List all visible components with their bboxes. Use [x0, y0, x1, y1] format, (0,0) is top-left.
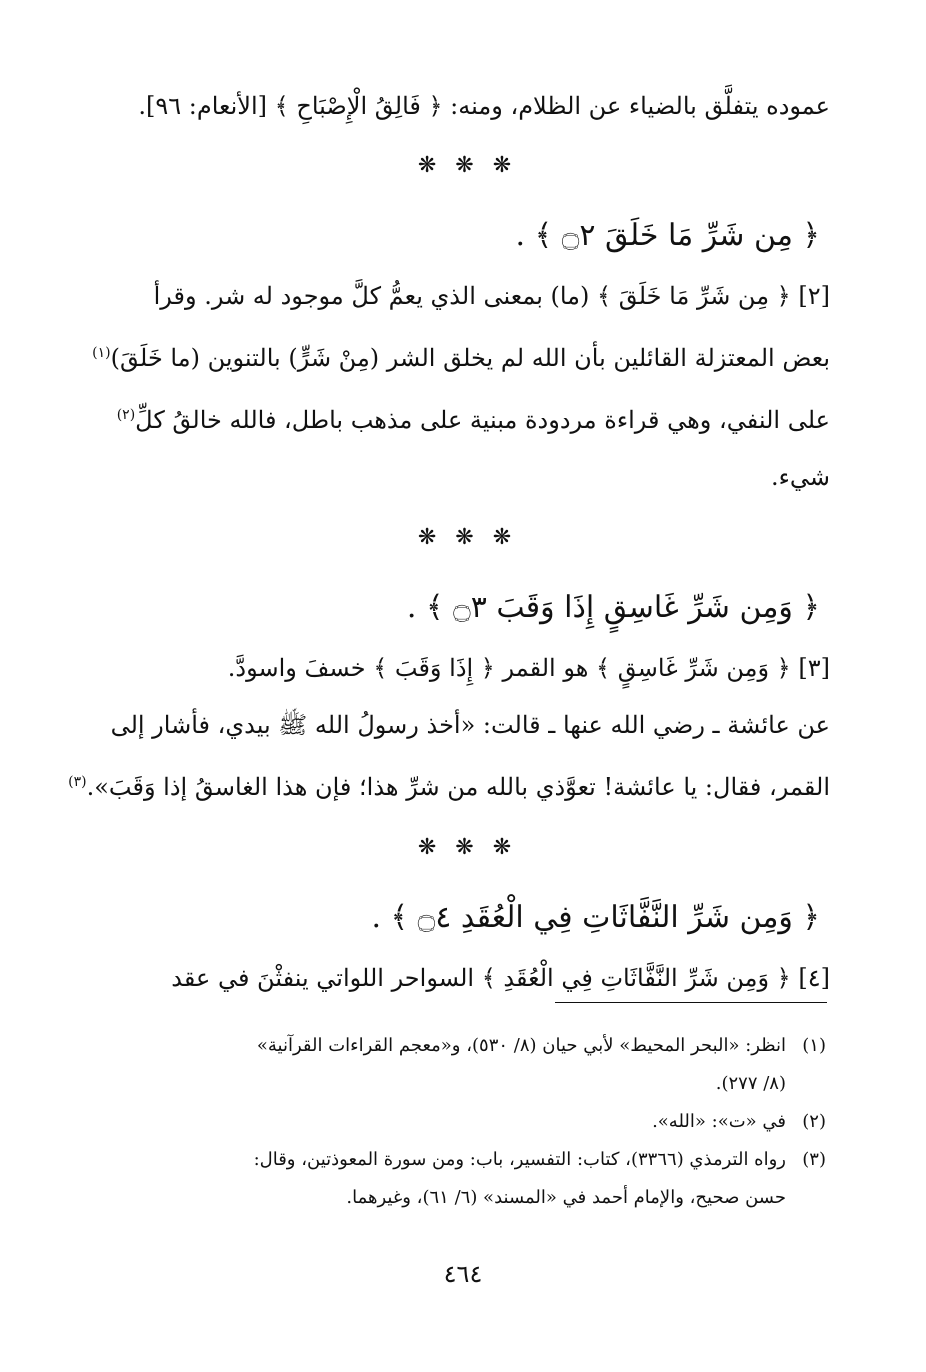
- page-body: [68, 78, 830, 1007]
- commentary-3-line: [٣] ﴿ وَمِن شَرِّ غَاسِقٍ ﴾ هو القمر ﴿ إِذَا وَقَبَ ﴾ خسفَ واسودَّ.: [227, 654, 830, 682]
- footnote-3: [110, 1141, 826, 1179]
- commentary-2-line-3: على النفي، وهي قراءة مردودة مبنية على مذهب باطل، فالله خالقُ كلِّ$^{(٢)}$: [116, 406, 830, 434]
- commentary-2-line-2: بعض المعتزلة القائلين بأن الله لم يخلق الشر (مِنْ شَرٍّ) بالتنوين (ما خَلَقَ)$^{(١)}$: [92, 344, 830, 372]
- footnote-text: رواه الترمذي (٣٣٦٦)، كتاب: التفسير، باب: ومن سورة المعوذتين، وقال:: [253, 1149, 786, 1170]
- footnote-ref-3: (٣): [68, 774, 87, 790]
- verse-3: ﴿ وَمِن شَرِّ غَاسِقٍ إِذَا وَقَبَ ۝٣ ﴾ .: [406, 590, 820, 625]
- separator-stars: ❋ ❋ ❋: [417, 153, 518, 178]
- footnote-ref-2: (٢): [116, 407, 136, 423]
- footnote-3-continued: حسن صحيح، والإمام أحمد في «المسند» (٦/ ٦١)، وغيرهما.: [346, 1187, 786, 1208]
- verse-2: ﴿ مِن شَرِّ مَا خَلَقَ ۝٢ ﴾ .: [515, 218, 820, 253]
- commentary-2: [92, 268, 830, 506]
- hadith-line-2: القمر، فقال: يا عائشة! تعوَّذي بالله من شرِّ هذا؛ فإن هذا الغاسقُ إذا وَقَبَ».$^{(٣)}$: [68, 773, 830, 801]
- separator-stars: ❋ ❋ ❋: [417, 835, 518, 860]
- footnote-ref-1: (١): [92, 345, 111, 361]
- footnote-text: في «ت»: «الله».: [652, 1111, 786, 1132]
- hadith-paragraph: [68, 697, 830, 816]
- footnote-1: [110, 1027, 826, 1065]
- commentary-2-line-1: [٢] ﴿ مِن شَرِّ مَا خَلَقَ ﴾ (ما) بمعنى الذي يعمُّ كلَّ موجود له شر. وقرأ: [153, 282, 830, 310]
- commentary-2-line-4: شيء.: [770, 463, 830, 491]
- commentary-4: [105, 950, 830, 1007]
- footnote-2: [110, 1103, 826, 1141]
- footnote-mark: (٣): [802, 1149, 826, 1170]
- footnote-1-continued: (٨/ ٢٧٧).: [715, 1073, 786, 1094]
- footnote-divider: [555, 1002, 827, 1003]
- footnote-mark: (٢): [802, 1111, 826, 1132]
- opening-line: عموده يتفلَّق بالضياء عن الظلام، ومنه: ﴿ فَالِقُ الْإِصْبَاحِ ﴾ [الأنعام: ٩٦].: [138, 92, 830, 120]
- hadith-line-1: عن عائشة ـ رضي الله عنها ـ قالت: «أخذ رسولُ الله ﷺ بيدي، فأشار إلى: [110, 711, 830, 739]
- footnote-mark: (١): [802, 1035, 826, 1056]
- commentary-4-line: [٤] ﴿ وَمِن شَرِّ النَّفَّاثَاتِ فِي الْعُقَدِ ﴾ السواحر اللواتي ينفثْنَ في عقد: [171, 964, 830, 992]
- separator-stars: ❋ ❋ ❋: [417, 525, 518, 550]
- verse-4: ﴿ وَمِن شَرِّ النَّفَّاثَاتِ فِي الْعُقَدِ ۝٤ ﴾ .: [371, 900, 820, 935]
- page-number: ٤٦٤: [443, 1260, 483, 1288]
- footnotes: [110, 1027, 826, 1217]
- commentary-3: [105, 640, 830, 697]
- footnote-text: انظر: «البحر المحيط» لأبي حيان (٨/ ٥٣٠)، و«معجم القراءات القرآنية»: [256, 1035, 786, 1056]
